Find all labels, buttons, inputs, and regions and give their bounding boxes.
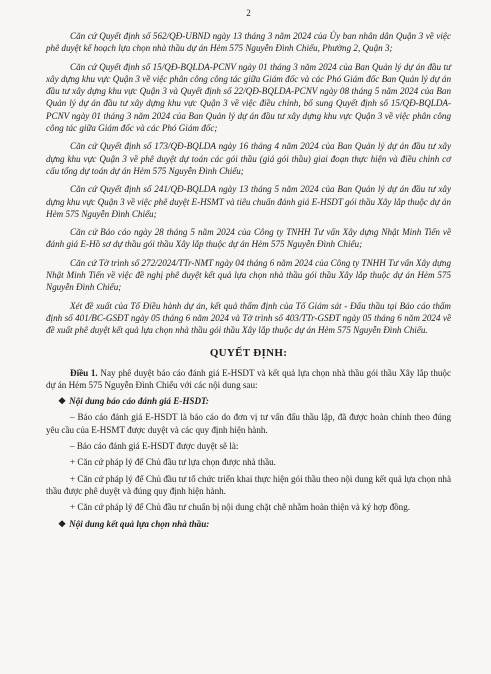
section-heading-evaluation: ❖ Nội dung báo cáo đánh giá E-HSDT: <box>58 396 209 407</box>
article-1-label: Điều 1. <box>70 367 98 378</box>
evaluation-item-3: + Căn cứ pháp lý để Chủ đầu tư lựa chọn được nhà thầu. <box>70 457 276 468</box>
diamond-bullet-icon: ❖ <box>58 396 67 407</box>
decision-title: QUYẾT ĐỊNH: <box>209 346 288 359</box>
evaluation-item-2: – Báo cáo đánh giá E-HSDT được duyệt sẽ là: <box>70 441 239 452</box>
preamble-paragraph-5: Căn cứ Báo cáo ngày 28 tháng 5 năm 2024 của Công ty TNHH Tư vấn Xây dựng Nhật Minh Tiến về đánh giá E-Hồ sơ dự thầu gói thầu Xây lắp thuộc dự án Hẻm 575 Nguyễn Đình Chiểu; <box>46 227 451 250</box>
preamble-paragraph-7: Xét đề xuất của Tổ Điều hành dự án, kết quả thẩm định của Tổ Giám sát - Đấu thầu tại Báo cáo thẩm định số 401/BC-GSĐT ngày 05 tháng 6 năm 2024 và Tờ trình số 403/TTr-GSĐT ngày 05 tháng 6 năm 2024 về đề xuất phê duyệt kết quả lựa chọn nhà thầu gói thầu Xây lắp thuộc dự án Hẻm 575 Nguyễn Đình Chiểu. <box>46 300 451 336</box>
evaluation-item-5: + Căn cứ pháp lý để Chủ đầu tư chuẩn bị nội dung chặt chẽ nhằm hoàn thiện và ký hợp đồng. <box>70 502 411 513</box>
section-heading-result: ❖ Nội dung kết quả lựa chọn nhà thầu: <box>58 518 210 529</box>
evaluation-item-4: + Căn cứ pháp lý để Chủ đầu tư tổ chức triển khai thực hiện gói thầu theo nội dung kết quả lựa chọn nhà thầu được phê duyệt và đúng quy định hiện hành. <box>46 473 451 496</box>
preamble-paragraph-2: Căn cứ Quyết định số 15/QĐ-BQLDA-PCNV ngày 01 tháng 3 năm 2024 của Ban Quản lý dự án đầu tư xây dựng khu vực Quận 3 về việc phân công công tác giữa Giám đốc và các Phó Giám đốc Ban Quản lý dự án đầu tư xây dựng khu vực Quận 3 và Quyết định số 22/QĐ-BQLDA-PCNV ngày 08 tháng 5 năm 2024 của Ban Quản lý dự án đầu tư xây dựng khu vực Quận 3 về việc điều chỉnh, bổ sung Quyết định số 15/QĐ-BQLDA-PCNV ngày 01 tháng 3 năm 2024 của Ban Quản lý dự án đầu tư xây dựng khu vực Quận 3 về việc phân công công tác giữa Giám đốc và các Phó Giám đốc; <box>46 61 451 134</box>
diamond-bullet-icon: ❖ <box>58 518 67 529</box>
evaluation-item-1: – Báo cáo đánh giá E-HSDT là báo cáo do đơn vị tư vấn đấu thầu lập, đã được hoàn chỉnh theo đúng yêu cầu của E-HSMT được duyệt và các quy định hiện hành. <box>46 412 451 435</box>
preamble-paragraph-1: Căn cứ Quyết định số 562/QĐ-UBND ngày 13 tháng 3 năm 2024 của Ủy ban nhân dân Quận 3 về việc phê duyệt kế hoạch lựa chọn nhà thầu dự án Hẻm 575 Nguyễn Đình Chiểu, Phường 2, Quận 3; <box>46 31 451 54</box>
preamble-paragraph-4: Căn cứ Quyết định số 241/QĐ-BQLDA ngày 13 tháng 5 năm 2024 của Ban Quản lý dự án đầu tư xây dựng khu vực Quận 3 về việc phê duyệt E-HSMT và tiêu chuẩn đánh giá E-HSDT gói thầu Xây lắp thuộc dự án Hẻm 575 Nguyễn Đình Chiểu; <box>46 184 451 219</box>
page-number: 2 <box>246 8 251 18</box>
preamble-paragraph-3: Căn cứ Quyết định số 173/QĐ-BQLDA ngày 16 tháng 4 năm 2024 của Ban Quản lý dự án đầu tư xây dựng khu vực Quận 3 về phê duyệt dự toán các gói thầu (giá gói thầu) giai đoạn thực hiện và điều chỉnh cơ cấu tổng dự toán dự án Hẻm 575 Nguyễn Đình Chiểu; <box>46 141 451 176</box>
article-1 <box>46 367 451 392</box>
preamble-paragraph-6: Căn cứ Tờ trình số 272/2024/TTr-NMT ngày 04 tháng 6 năm 2024 của Công ty TNHH Tư vấn Xây dựng Nhật Minh Tiến về việc đề nghị phê duyệt kết quả lựa chọn nhà thầu gói thầu Xây lắp thuộc dự án Hẻm 575 Nguyễn Đình Chiểu; <box>46 257 451 293</box>
article-1-text: Nay phê duyệt báo cáo đánh giá E-HSDT và kết quả lựa chọn nhà thầu gói thầu Xây lắp thuộc dự án Hẻm 575 Nguyễn Đình Chiểu với các nội dung sau: <box>46 367 452 390</box>
